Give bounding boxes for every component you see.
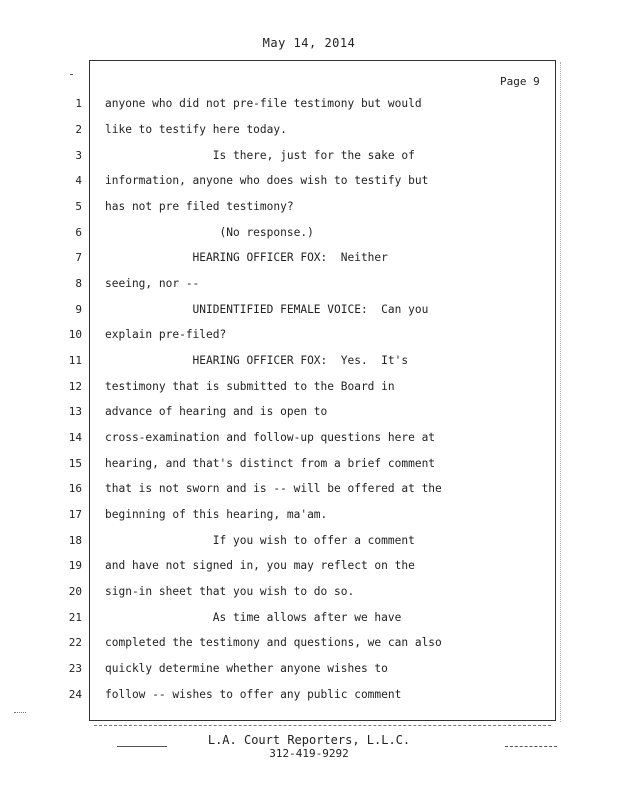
line-number: 5 [75, 200, 82, 213]
line-number: 16 [68, 482, 82, 495]
line-number: 7 [75, 251, 82, 264]
line-number: 12 [68, 380, 82, 393]
line-number: 1 [75, 97, 82, 110]
line-text: As time allows after we have [105, 611, 402, 624]
line-number: 19 [68, 559, 82, 572]
line-text: (No response.) [105, 226, 314, 239]
line-text: completed the testimony and questions, we can also [105, 636, 442, 649]
line-text: explain pre-filed? [105, 328, 227, 341]
footer [0, 733, 618, 761]
page-date: May 14, 2014 [262, 36, 356, 50]
line-text: quickly determine whether anyone wishes to [105, 662, 388, 675]
line-text: If you wish to offer a comment [105, 534, 415, 547]
line-text: anyone who did not pre-file testimony but would [105, 97, 422, 110]
line-text: and have not signed in, you may reflect on the [105, 559, 415, 572]
line-number: 15 [68, 457, 82, 470]
line-number: 24 [68, 688, 82, 701]
line-number: 13 [68, 405, 82, 418]
line-number: 8 [75, 277, 82, 290]
footer-phone: 312-419-9292 [269, 747, 349, 760]
line-text: cross-examination and follow-up questions here at [105, 431, 436, 444]
line-number: 14 [68, 431, 82, 444]
line-text: seeing, nor -- [105, 277, 200, 290]
line-number: 11 [68, 354, 82, 367]
page-number: Page 9 [500, 75, 540, 88]
line-text: hearing, and that's distinct from a brief comment [105, 457, 436, 470]
line-text: like to testify here today. [105, 123, 287, 136]
line-text: follow -- wishes to offer any public comment [105, 688, 402, 701]
line-text: sign-in sheet that you wish to do so. [105, 585, 355, 598]
line-text: HEARING OFFICER FOX: Neither [105, 251, 388, 264]
line-number: 21 [68, 611, 82, 624]
line-text: advance of hearing and is open to [105, 405, 328, 418]
footer-company: L.A. Court Reporters, L.L.C. [207, 733, 411, 747]
line-text: Is there, just for the sake of [105, 149, 415, 162]
line-number: 22 [68, 636, 82, 649]
line-text: UNIDENTIFIED FEMALE VOICE: Can you [105, 303, 429, 316]
line-number: 23 [68, 662, 82, 675]
frame-dotted-edge [560, 62, 561, 722]
line-number: 20 [68, 585, 82, 598]
line-text: beginning of this hearing, ma'am. [105, 508, 328, 521]
line-text: that is not sworn and is -- will be offered at the [105, 482, 442, 495]
line-number: 17 [68, 508, 82, 521]
line-number: 9 [75, 303, 82, 316]
line-text: HEARING OFFICER FOX: Yes. It's [105, 354, 409, 367]
line-number: 4 [75, 174, 82, 187]
line-number: 10 [68, 328, 82, 341]
line-text: testimony that is submitted to the Board in [105, 380, 395, 393]
line-text: has not pre filed testimony? [105, 200, 294, 213]
line-number: 18 [68, 534, 82, 547]
tick-mark [70, 74, 73, 75]
scan-mark [14, 712, 26, 713]
line-number: 3 [75, 149, 82, 162]
line-number: 6 [75, 226, 82, 239]
line-number: 2 [75, 123, 82, 136]
line-text: information, anyone who does wish to testify but [105, 174, 429, 187]
